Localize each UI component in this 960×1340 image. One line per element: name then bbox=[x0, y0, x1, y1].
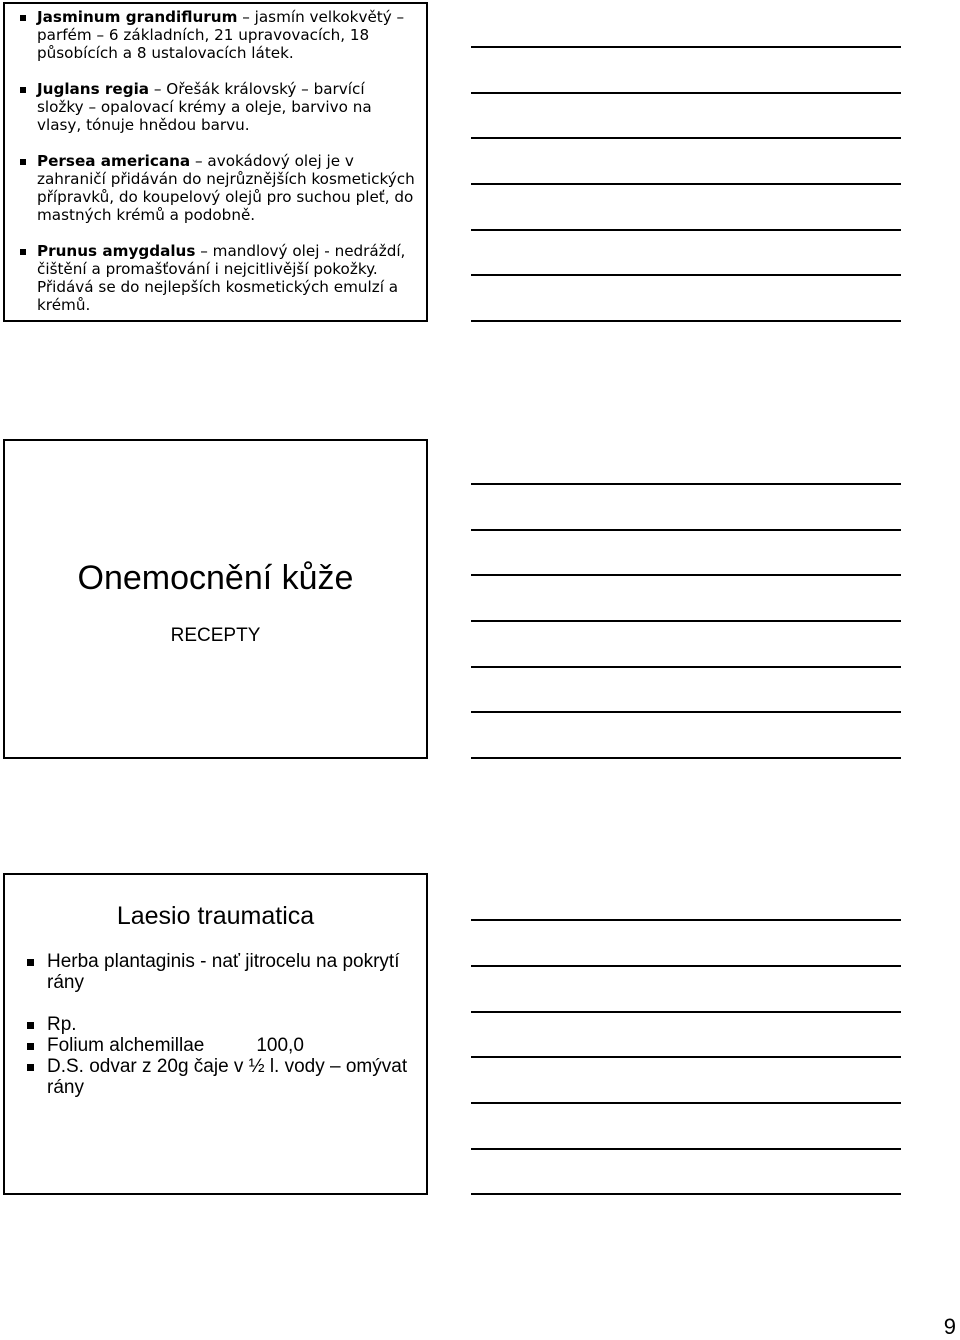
list-item-folium bbox=[25, 1035, 416, 1056]
note-line bbox=[471, 757, 901, 759]
list-item-quantity: 100,0 bbox=[256, 1035, 304, 1056]
bullet-square-icon bbox=[27, 959, 34, 966]
note-line bbox=[471, 137, 901, 139]
note-line bbox=[471, 711, 901, 713]
plant-description: – avokádový olej je v zahraničí přidáván do nejrůznějších kosmetických přípravků, do koupelový olejů pro suchou pleť, do mastných krémů a podobně. bbox=[37, 152, 415, 224]
list-item-text: D.S. odvar z 20g čaje v ½ l. vody – omývat rány bbox=[47, 1056, 408, 1098]
note-line bbox=[471, 183, 901, 185]
list-item-text: Rp. bbox=[47, 1014, 77, 1035]
note-line bbox=[471, 620, 901, 622]
plant-name: Juglans regia bbox=[37, 80, 150, 98]
note-line bbox=[471, 229, 901, 231]
slide-3 bbox=[3, 873, 428, 1195]
bullet-prunus bbox=[19, 242, 416, 314]
note-line bbox=[471, 574, 901, 576]
list-item-text: Herba plantaginis - nať jitrocelu na pokrytí rány bbox=[47, 951, 400, 993]
slide-2 bbox=[3, 439, 428, 759]
bullet-square-icon bbox=[27, 1022, 34, 1029]
slide-title: Onemocnění kůže bbox=[77, 559, 354, 597]
plant-description: – jasmín velkokvětý – parfém – 6 základních, 21 upravovacích, 18 působících a 8 ustalovacích látek. bbox=[37, 8, 405, 62]
note-line bbox=[471, 92, 901, 94]
note-line bbox=[471, 1148, 901, 1150]
slide-title: Laesio traumatica bbox=[116, 902, 315, 930]
plant-name: Prunus amygdalus bbox=[37, 242, 196, 260]
recipe-list bbox=[25, 951, 416, 1098]
list-item-herba bbox=[25, 951, 416, 993]
note-line bbox=[471, 529, 901, 531]
bullet-square-icon bbox=[20, 159, 26, 165]
note-line bbox=[471, 1193, 901, 1195]
note-line bbox=[471, 1102, 901, 1104]
list-item-ds bbox=[25, 1056, 416, 1098]
bullet-square-icon bbox=[27, 1064, 34, 1071]
bullet-persea bbox=[19, 152, 416, 224]
note-line bbox=[471, 46, 901, 48]
page-number: 9 bbox=[943, 1314, 956, 1339]
plant-description: – Ořešák královský – barvící složky – opalovací krémy a oleje, barvivo na vlasy, tónuje hnědou barvu. bbox=[37, 80, 372, 134]
note-line bbox=[471, 320, 901, 322]
bullet-square-icon bbox=[20, 87, 26, 93]
note-line bbox=[471, 1011, 901, 1013]
list-item-text: Folium alchemillae bbox=[47, 1035, 205, 1056]
plant-name: Jasminum grandiflurum bbox=[37, 8, 238, 26]
list-item-rp bbox=[25, 1014, 416, 1035]
note-line bbox=[471, 1056, 901, 1058]
plant-name: Persea americana bbox=[37, 152, 191, 170]
note-line bbox=[471, 919, 901, 921]
note-line bbox=[471, 483, 901, 485]
slide-1 bbox=[3, 2, 428, 322]
bullet-juglans bbox=[19, 80, 416, 134]
bullet-square-icon bbox=[20, 249, 26, 255]
slide-subtitle: RECEPTY bbox=[170, 625, 261, 646]
note-line bbox=[471, 666, 901, 668]
note-line bbox=[471, 274, 901, 276]
plant-description: – mandlový olej - nedráždí, čištění a promašťování i nejcitlivější pokožky. Přidává se do nejlepších kosmetických emulzí a krémů. bbox=[37, 242, 406, 314]
note-line bbox=[471, 965, 901, 967]
bullet-square-icon bbox=[27, 1043, 34, 1050]
bullet-jasminum bbox=[19, 8, 416, 62]
bullet-square-icon bbox=[20, 15, 26, 21]
